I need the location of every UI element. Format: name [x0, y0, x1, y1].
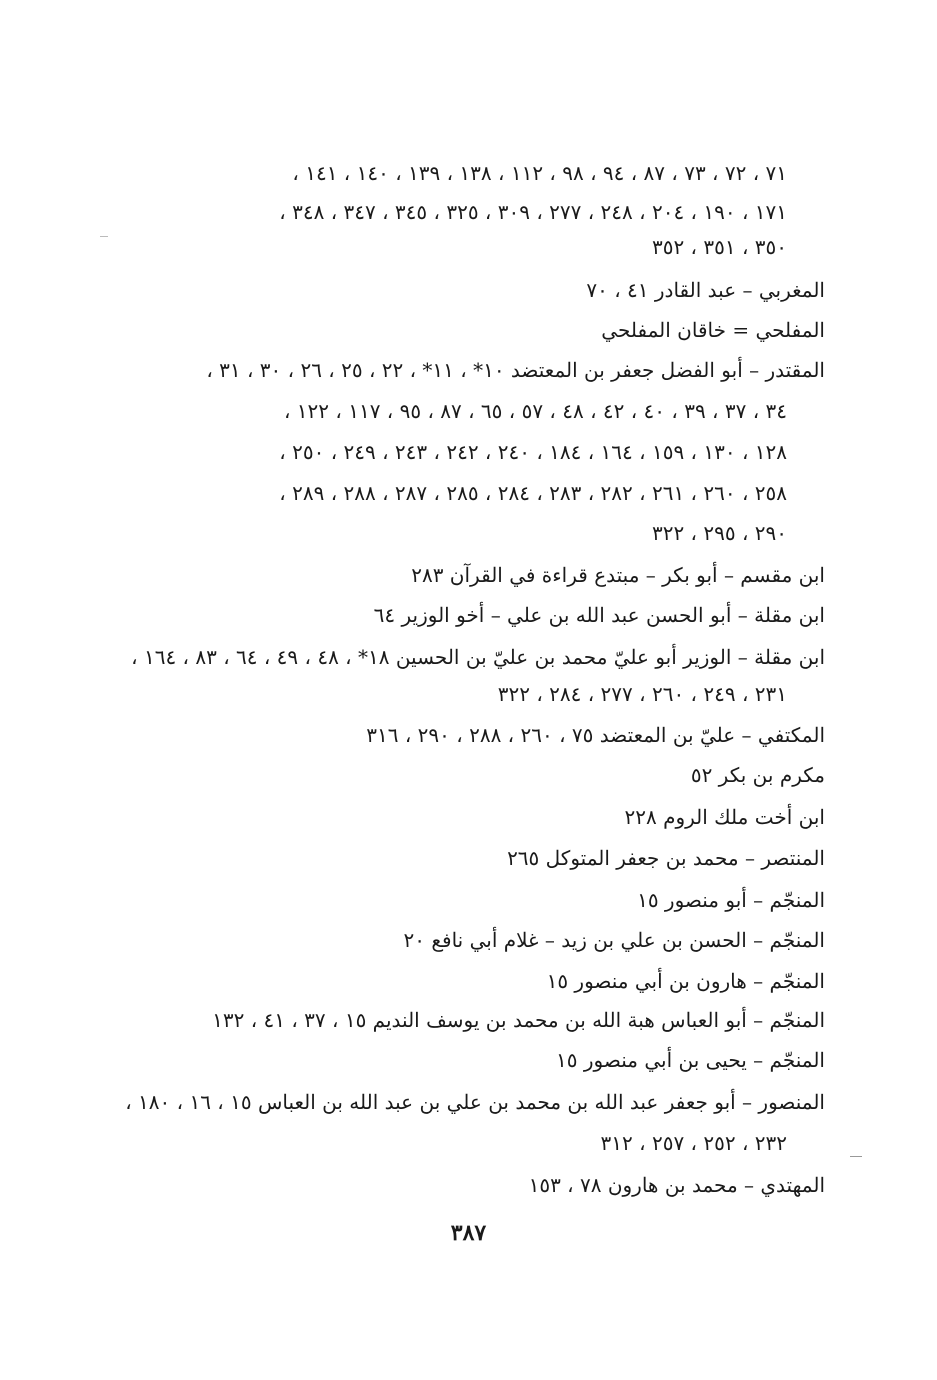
index-line-continuation: ٢٥٨ ، ٢٦٠ ، ٢٦١ ، ٢٨٢ ، ٢٨٣ ، ٢٨٤ ، ٢٨٥ ، ٢٨٧ ، ٢٨٨ ، ٢٨٩ ، — [279, 481, 787, 505]
index-line-continuation: ٣٤ ، ٣٧ ، ٣٩ ، ٤٠ ، ٤٢ ، ٤٨ ، ٥٧ ، ٦٥ ، ٨٧ ، ٩٥ ، ١١٧ ، ١٢٢ ، — [283, 399, 787, 423]
index-entry: المغربي – عبد القادر ٤١ ، ٧٠ — [586, 278, 825, 302]
index-entry: المنجّم – هارون بن أبي منصور ١٥ — [546, 969, 825, 993]
index-entry: المقتدر – أبو الفضل جعفر بن المعتضد ١٠* ، ١١* ، ٢٢ ، ٢٥ ، ٢٦ ، ٣٠ ، ٣١ ، — [206, 358, 825, 382]
index-entry: المنجّم – يحيى بن أبي منصور ١٥ — [556, 1048, 825, 1072]
index-entry: المنجّم – أبو منصور ١٥ — [637, 888, 825, 912]
index-entry: المكتفي – عليّ بن المعتضد ٧٥ ، ٢٦٠ ، ٢٨٨ ، ٢٩٠ ، ٣١٦ — [366, 723, 825, 747]
index-entry: المنجّم – الحسن بن علي بن زيد – غلام أبي نافع ٢٠ — [403, 928, 825, 952]
index-entry: ابن مقلة – الوزير أبو عليّ محمد بن عليّ بن الحسين ١٨* ، ٤٨ ، ٤٩ ، ٦٤ ، ٨٣ ، ١٦٤ ، — [131, 645, 825, 669]
margin-mark — [100, 236, 108, 237]
index-line-continuation: ٢٣١ ، ٢٤٩ ، ٢٦٠ ، ٢٧٧ ، ٢٨٤ ، ٣٢٢ — [497, 682, 787, 706]
index-line-continuation: ٧١ ، ٧٢ ، ٧٣ ، ٨٧ ، ٩٤ ، ٩٨ ، ١١٢ ، ١٣٨ ، ١٣٩ ، ١٤٠ ، ١٤١ ، — [292, 161, 787, 185]
index-entry: ابن مقلة – أبو الحسن عبد الله بن علي – أخو الوزير ٦٤ — [373, 603, 825, 627]
index-line-continuation: ١٢٨ ، ١٣٠ ، ١٥٩ ، ١٦٤ ، ١٨٤ ، ٢٤٠ ، ٢٤٢ ، ٢٤٣ ، ٢٤٩ ، ٢٥٠ ، — [279, 440, 787, 464]
index-entry: المهتدي – محمد بن هارون ٧٨ ، ١٥٣ — [528, 1173, 825, 1197]
margin-mark — [850, 1156, 862, 1157]
index-line-continuation: ٢٣٢ ، ٢٥٢ ، ٢٥٧ ، ٣١٢ — [600, 1131, 787, 1155]
index-entry: ابن أخت ملك الروم ٢٢٨ — [624, 805, 825, 829]
index-entry: مكرم بن بكر ٥٢ — [690, 763, 825, 787]
index-line-continuation: ٢٩٠ ، ٢٩٥ ، ٣٢٢ — [651, 521, 787, 545]
index-line-continuation: ٣٥٠ ، ٣٥١ ، ٣٥٢ — [651, 235, 787, 259]
index-entry: المنتصر – محمد بن جعفر المتوكل ٢٦٥ — [507, 846, 825, 870]
index-entry: المنجّم – أبو العباس هبة الله بن محمد بن يوسف النديم ١٥ ، ٣٧ ، ٤١ ، ١٣٢ — [212, 1008, 825, 1032]
page-number: ٣٨٧ — [450, 1220, 487, 1246]
index-entry: المفلحي = خاقان المفلحي — [601, 318, 825, 342]
index-entry: المنصور – أبو جعفر عبد الله بن محمد بن علي بن عبد الله بن العباس ١٥ ، ١٦ ، ١٨٠ ، — [125, 1090, 825, 1114]
index-entry: ابن مقسم – أبو بكر – مبتدع قراءة في القرآن ٢٨٣ — [411, 563, 825, 587]
index-line-continuation: ١٧١ ، ١٩٠ ، ٢٠٤ ، ٢٤٨ ، ٢٧٧ ، ٣٠٩ ، ٣٢٥ ، ٣٤٥ ، ٣٤٧ ، ٣٤٨ ، — [279, 200, 787, 224]
